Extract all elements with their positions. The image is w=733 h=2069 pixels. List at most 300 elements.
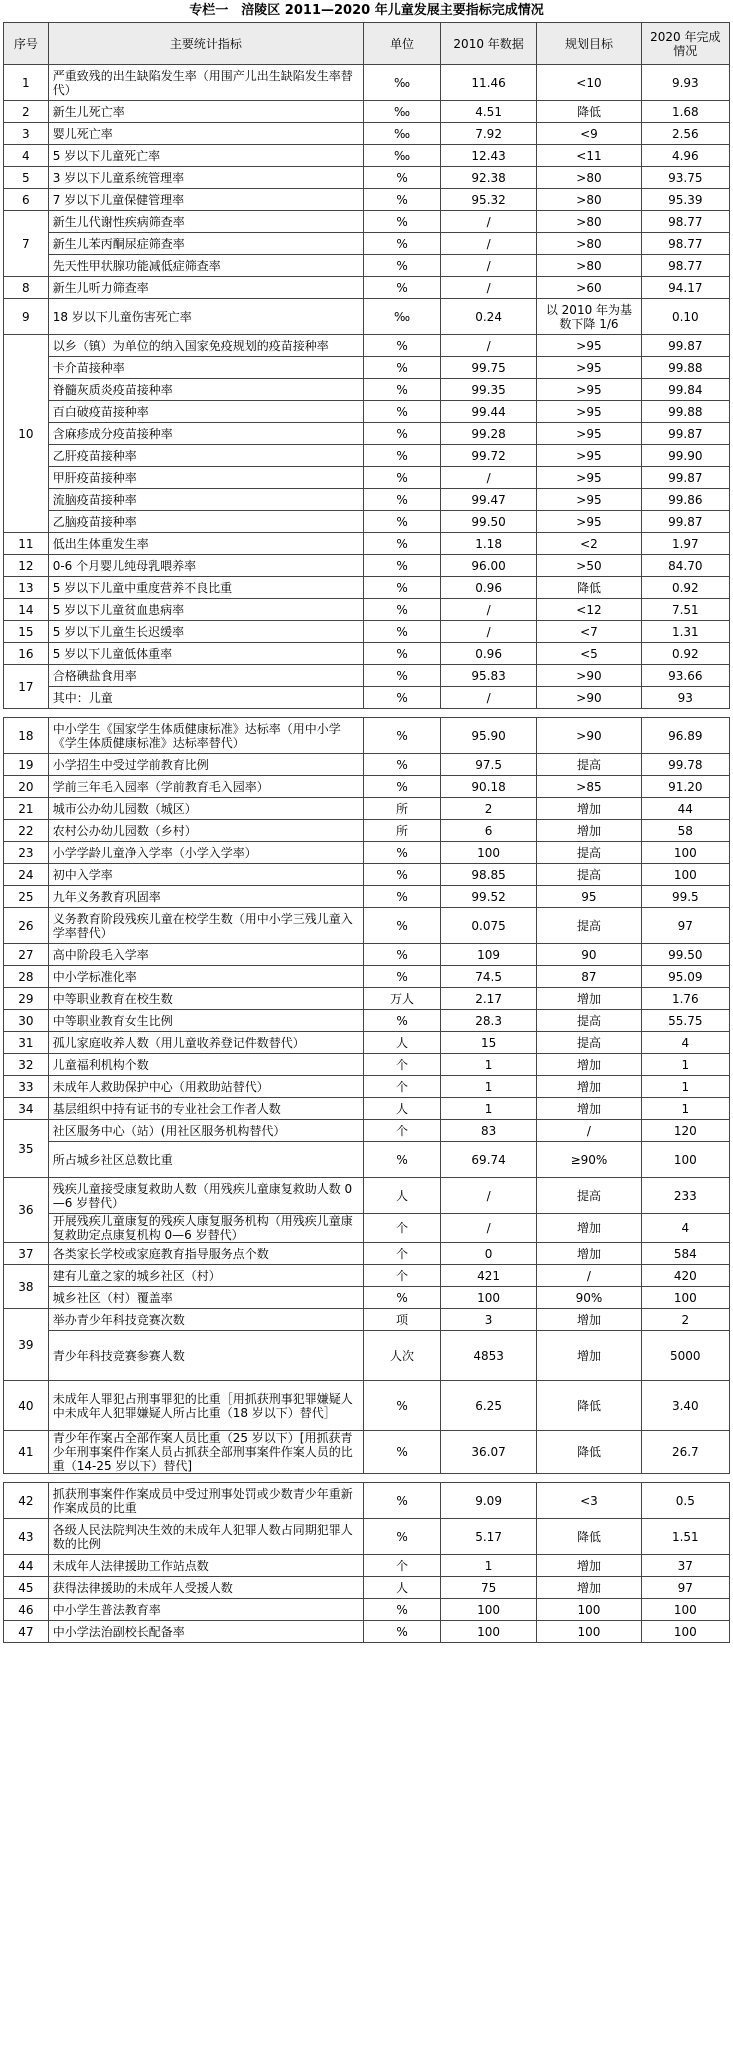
indicator-name: 5 岁以下儿童贫血患病率 bbox=[48, 599, 363, 621]
result-2020-cell: 99.84 bbox=[641, 379, 729, 401]
row-number: 34 bbox=[4, 1098, 49, 1120]
result-2020-cell: 99.88 bbox=[641, 401, 729, 423]
row-number: 31 bbox=[4, 1032, 49, 1054]
indicator-name: 中小学生《国家学生体质健康标准》达标率（用中小学《学生体质健康标准》达标率替代） bbox=[48, 718, 363, 754]
baseline-2010-cell: 100 bbox=[440, 842, 536, 864]
table-row bbox=[4, 687, 730, 709]
row-number: 42 bbox=[4, 1483, 49, 1519]
row-number: 14 bbox=[4, 599, 49, 621]
indicator-name: 小学招生中受过学前教育比例 bbox=[48, 754, 363, 776]
target-cell: 增加 bbox=[537, 1214, 641, 1243]
baseline-2010-cell: / bbox=[440, 1214, 536, 1243]
baseline-2010-cell: 36.07 bbox=[440, 1431, 536, 1474]
table-row bbox=[4, 555, 730, 577]
unit-cell: 个 bbox=[364, 1243, 441, 1265]
table-row bbox=[4, 489, 730, 511]
indicator-table bbox=[3, 22, 730, 709]
table-row bbox=[4, 1076, 730, 1098]
result-2020-cell: 1.51 bbox=[641, 1519, 729, 1555]
table-row bbox=[4, 1214, 730, 1243]
indicator-name: 未成年人法律援助工作站点数 bbox=[48, 1555, 363, 1577]
table-row bbox=[4, 1054, 730, 1076]
table-row bbox=[4, 1577, 730, 1599]
target-cell: >80 bbox=[537, 211, 641, 233]
unit-cell: ‰ bbox=[364, 65, 441, 101]
column-header-base: 2010 年数据 bbox=[440, 23, 536, 65]
table-row bbox=[4, 1010, 730, 1032]
indicator-name: 婴儿死亡率 bbox=[48, 123, 363, 145]
baseline-2010-cell: 95.83 bbox=[440, 665, 536, 687]
baseline-2010-cell: 97.5 bbox=[440, 754, 536, 776]
target-cell: 增加 bbox=[537, 1331, 641, 1381]
table-row bbox=[4, 820, 730, 842]
result-2020-cell: 1 bbox=[641, 1076, 729, 1098]
indicator-name: 残疾儿童接受康复救助人数（用残疾儿童康复救助人数 0—6 岁替代） bbox=[48, 1178, 363, 1214]
baseline-2010-cell: 1 bbox=[440, 1555, 536, 1577]
row-number: 27 bbox=[4, 944, 49, 966]
result-2020-cell: 420 bbox=[641, 1265, 729, 1287]
indicator-name: 新生儿死亡率 bbox=[48, 101, 363, 123]
result-2020-cell: 37 bbox=[641, 1555, 729, 1577]
unit-cell: % bbox=[364, 966, 441, 988]
unit-cell: % bbox=[364, 401, 441, 423]
table-row bbox=[4, 798, 730, 820]
table-row bbox=[4, 643, 730, 665]
indicator-name: 中小学法治副校长配备率 bbox=[48, 1621, 363, 1643]
table-row bbox=[4, 401, 730, 423]
row-number: 36 bbox=[4, 1178, 49, 1243]
result-2020-cell: 99.87 bbox=[641, 335, 729, 357]
column-header-unit: 单位 bbox=[364, 23, 441, 65]
unit-cell: % bbox=[364, 211, 441, 233]
unit-cell: % bbox=[364, 1483, 441, 1519]
baseline-2010-cell: / bbox=[440, 1178, 536, 1214]
unit-cell: 所 bbox=[364, 798, 441, 820]
indicator-name: 城市公办幼儿园数（城区） bbox=[48, 798, 363, 820]
row-number: 16 bbox=[4, 643, 49, 665]
row-number: 46 bbox=[4, 1599, 49, 1621]
indicator-name: 开展残疾儿童康复的残疾人康复服务机构（用残疾儿童康复救助定点康复机构 0—6 岁替代） bbox=[48, 1214, 363, 1243]
result-2020-cell: 100 bbox=[641, 1621, 729, 1643]
indicator-name: 18 岁以下儿童伤害死亡率 bbox=[48, 299, 363, 335]
result-2020-cell: 94.17 bbox=[641, 277, 729, 299]
target-cell: <12 bbox=[537, 599, 641, 621]
table-row bbox=[4, 754, 730, 776]
column-header-no: 序号 bbox=[4, 23, 49, 65]
baseline-2010-cell: 99.50 bbox=[440, 511, 536, 533]
indicator-name: 未成年人罪犯占刑事罪犯的比重［用抓获刑事犯罪嫌疑人中未成年人犯罪嫌疑人所占比重（18 岁以下）替代］ bbox=[48, 1381, 363, 1431]
baseline-2010-cell: 1 bbox=[440, 1054, 536, 1076]
target-cell: 增加 bbox=[537, 1577, 641, 1599]
result-2020-cell: 1.68 bbox=[641, 101, 729, 123]
result-2020-cell: 100 bbox=[641, 1142, 729, 1178]
row-number: 40 bbox=[4, 1381, 49, 1431]
indicator-name: 社区服务中心（站）(用社区服务机构替代） bbox=[48, 1120, 363, 1142]
unit-cell: 个 bbox=[364, 1555, 441, 1577]
result-2020-cell: 1 bbox=[641, 1054, 729, 1076]
result-2020-cell: 98.77 bbox=[641, 211, 729, 233]
result-2020-cell: 0.92 bbox=[641, 577, 729, 599]
baseline-2010-cell: / bbox=[440, 687, 536, 709]
indicator-name: 其中：儿童 bbox=[48, 687, 363, 709]
table-row bbox=[4, 379, 730, 401]
result-2020-cell: 233 bbox=[641, 1178, 729, 1214]
baseline-2010-cell: 75 bbox=[440, 1577, 536, 1599]
result-2020-cell: 26.7 bbox=[641, 1431, 729, 1474]
target-cell: >90 bbox=[537, 687, 641, 709]
target-cell: 增加 bbox=[537, 988, 641, 1010]
target-cell: <10 bbox=[537, 65, 641, 101]
target-cell: 90% bbox=[537, 1287, 641, 1309]
baseline-2010-cell: 421 bbox=[440, 1265, 536, 1287]
indicator-name: 建有儿童之家的城乡社区（村） bbox=[48, 1265, 363, 1287]
unit-cell: % bbox=[364, 423, 441, 445]
baseline-2010-cell: 3 bbox=[440, 1309, 536, 1331]
unit-cell: % bbox=[364, 167, 441, 189]
baseline-2010-cell: 100 bbox=[440, 1287, 536, 1309]
baseline-2010-cell: 74.5 bbox=[440, 966, 536, 988]
result-2020-cell: 91.20 bbox=[641, 776, 729, 798]
unit-cell: % bbox=[364, 687, 441, 709]
indicator-name: 基层组织中持有证书的专业社会工作者人数 bbox=[48, 1098, 363, 1120]
unit-cell: % bbox=[364, 577, 441, 599]
target-cell: 降低 bbox=[537, 1381, 641, 1431]
baseline-2010-cell: 11.46 bbox=[440, 65, 536, 101]
table-row bbox=[4, 842, 730, 864]
row-number: 13 bbox=[4, 577, 49, 599]
target-cell: 增加 bbox=[537, 1555, 641, 1577]
baseline-2010-cell: 109 bbox=[440, 944, 536, 966]
result-2020-cell: 58 bbox=[641, 820, 729, 842]
baseline-2010-cell: 2 bbox=[440, 798, 536, 820]
target-cell: 增加 bbox=[537, 1309, 641, 1331]
indicator-name: 所占城乡社区总数比重 bbox=[48, 1142, 363, 1178]
unit-cell: % bbox=[364, 379, 441, 401]
target-cell: 增加 bbox=[537, 1098, 641, 1120]
indicator-name: 卡介苗接种率 bbox=[48, 357, 363, 379]
table-row bbox=[4, 1265, 730, 1287]
baseline-2010-cell: / bbox=[440, 255, 536, 277]
unit-cell: % bbox=[364, 864, 441, 886]
indicator-name: 含麻疹成分疫苗接种率 bbox=[48, 423, 363, 445]
target-cell: <7 bbox=[537, 621, 641, 643]
result-2020-cell: 99.90 bbox=[641, 445, 729, 467]
table-row bbox=[4, 1309, 730, 1331]
unit-cell: 个 bbox=[364, 1076, 441, 1098]
indicator-name: 抓获刑事案件作案成员中受过刑事处罚或少数青少年重新作案成员的比重 bbox=[48, 1483, 363, 1519]
row-number: 3 bbox=[4, 123, 49, 145]
table-row bbox=[4, 1519, 730, 1555]
unit-cell: % bbox=[364, 335, 441, 357]
result-2020-cell: 93 bbox=[641, 687, 729, 709]
unit-cell: % bbox=[364, 1621, 441, 1643]
indicator-name: 中小学生普法教育率 bbox=[48, 1599, 363, 1621]
indicator-name: 新生儿听力筛查率 bbox=[48, 277, 363, 299]
row-number: 35 bbox=[4, 1120, 49, 1178]
baseline-2010-cell: 92.38 bbox=[440, 167, 536, 189]
row-number: 47 bbox=[4, 1621, 49, 1643]
unit-cell: 人 bbox=[364, 1577, 441, 1599]
unit-cell: 项 bbox=[364, 1309, 441, 1331]
indicator-name: 青少年作案占全部作案人员比重（25 岁以下）[用抓获青少年刑事案件作案人员占抓获全部刑事案件作案人员的比重（14-25 岁以下）替代] bbox=[48, 1431, 363, 1474]
target-cell: / bbox=[537, 1120, 641, 1142]
unit-cell: ‰ bbox=[364, 123, 441, 145]
unit-cell: 人 bbox=[364, 1098, 441, 1120]
result-2020-cell: 100 bbox=[641, 864, 729, 886]
table-row bbox=[4, 1178, 730, 1214]
table-row bbox=[4, 776, 730, 798]
baseline-2010-cell: 83 bbox=[440, 1120, 536, 1142]
baseline-2010-cell: / bbox=[440, 621, 536, 643]
table-row bbox=[4, 1032, 730, 1054]
row-number: 18 bbox=[4, 718, 49, 754]
column-header-name: 主要统计指标 bbox=[48, 23, 363, 65]
result-2020-cell: 2 bbox=[641, 1309, 729, 1331]
row-number: 39 bbox=[4, 1309, 49, 1381]
indicator-name: 合格碘盐食用率 bbox=[48, 665, 363, 687]
result-2020-cell: 1.76 bbox=[641, 988, 729, 1010]
unit-cell: % bbox=[364, 643, 441, 665]
row-number: 15 bbox=[4, 621, 49, 643]
table-row bbox=[4, 908, 730, 944]
result-2020-cell: 99.87 bbox=[641, 511, 729, 533]
row-number: 45 bbox=[4, 1577, 49, 1599]
indicator-name: 举办青少年科技竞赛次数 bbox=[48, 1309, 363, 1331]
indicator-name: 低出生体重发生率 bbox=[48, 533, 363, 555]
table-row bbox=[4, 189, 730, 211]
result-2020-cell: 4.96 bbox=[641, 145, 729, 167]
table-title: 专栏一 涪陵区 2011—2020 年儿童发展主要指标完成情况 bbox=[189, 3, 544, 18]
target-cell: >90 bbox=[537, 665, 641, 687]
table-row bbox=[4, 445, 730, 467]
target-cell: 以 2010 年为基数下降 1/6 bbox=[537, 299, 641, 335]
result-2020-cell: 99.78 bbox=[641, 754, 729, 776]
target-cell: 增加 bbox=[537, 798, 641, 820]
target-cell: >80 bbox=[537, 233, 641, 255]
target-cell: 提高 bbox=[537, 1178, 641, 1214]
result-2020-cell: 5000 bbox=[641, 1331, 729, 1381]
row-number: 9 bbox=[4, 299, 49, 335]
baseline-2010-cell: 99.44 bbox=[440, 401, 536, 423]
row-number: 37 bbox=[4, 1243, 49, 1265]
result-2020-cell: 99.87 bbox=[641, 423, 729, 445]
table-row bbox=[4, 123, 730, 145]
baseline-2010-cell: / bbox=[440, 335, 536, 357]
table-row bbox=[4, 211, 730, 233]
row-number: 25 bbox=[4, 886, 49, 908]
baseline-2010-cell: 0 bbox=[440, 1243, 536, 1265]
baseline-2010-cell: 0.075 bbox=[440, 908, 536, 944]
result-2020-cell: 0.10 bbox=[641, 299, 729, 335]
unit-cell: % bbox=[364, 1599, 441, 1621]
target-cell: >95 bbox=[537, 511, 641, 533]
baseline-2010-cell: 99.35 bbox=[440, 379, 536, 401]
row-number: 5 bbox=[4, 167, 49, 189]
target-cell: <11 bbox=[537, 145, 641, 167]
row-number: 33 bbox=[4, 1076, 49, 1098]
unit-cell: % bbox=[364, 467, 441, 489]
table-row bbox=[4, 1331, 730, 1381]
baseline-2010-cell: 9.09 bbox=[440, 1483, 536, 1519]
baseline-2010-cell: / bbox=[440, 467, 536, 489]
result-2020-cell: 98.77 bbox=[641, 233, 729, 255]
table-row bbox=[4, 577, 730, 599]
baseline-2010-cell: 0.96 bbox=[440, 577, 536, 599]
row-number: 23 bbox=[4, 842, 49, 864]
target-cell: >95 bbox=[537, 423, 641, 445]
row-number: 7 bbox=[4, 211, 49, 277]
row-number: 8 bbox=[4, 277, 49, 299]
target-cell: ≥90% bbox=[537, 1142, 641, 1178]
table-row bbox=[4, 718, 730, 754]
row-number: 11 bbox=[4, 533, 49, 555]
unit-cell: 人 bbox=[364, 1178, 441, 1214]
result-2020-cell: 100 bbox=[641, 1287, 729, 1309]
row-number: 4 bbox=[4, 145, 49, 167]
target-cell: <5 bbox=[537, 643, 641, 665]
target-cell: <9 bbox=[537, 123, 641, 145]
target-cell: >95 bbox=[537, 489, 641, 511]
unit-cell: % bbox=[364, 511, 441, 533]
result-2020-cell: 95.39 bbox=[641, 189, 729, 211]
baseline-2010-cell: 6 bbox=[440, 820, 536, 842]
target-cell: >95 bbox=[537, 401, 641, 423]
baseline-2010-cell: 99.75 bbox=[440, 357, 536, 379]
baseline-2010-cell: 28.3 bbox=[440, 1010, 536, 1032]
unit-cell: 个 bbox=[364, 1054, 441, 1076]
target-cell: >80 bbox=[537, 189, 641, 211]
indicator-name: 以乡（镇）为单位的纳入国家免疫规划的疫苗接种率 bbox=[48, 335, 363, 357]
table-row bbox=[4, 1120, 730, 1142]
baseline-2010-cell: / bbox=[440, 233, 536, 255]
target-cell: 降低 bbox=[537, 1431, 641, 1474]
row-number: 2 bbox=[4, 101, 49, 123]
result-2020-cell: 98.77 bbox=[641, 255, 729, 277]
indicator-name: 高中阶段毛入学率 bbox=[48, 944, 363, 966]
unit-cell: 个 bbox=[364, 1265, 441, 1287]
indicator-name: 先天性甲状腺功能减低症筛查率 bbox=[48, 255, 363, 277]
target-cell: 100 bbox=[537, 1599, 641, 1621]
result-2020-cell: 1.97 bbox=[641, 533, 729, 555]
indicator-name: 5 岁以下儿童死亡率 bbox=[48, 145, 363, 167]
row-number: 41 bbox=[4, 1431, 49, 1474]
baseline-2010-cell: 99.72 bbox=[440, 445, 536, 467]
unit-cell: 人次 bbox=[364, 1331, 441, 1381]
unit-cell: % bbox=[364, 1287, 441, 1309]
baseline-2010-cell: 95.90 bbox=[440, 718, 536, 754]
row-number: 1 bbox=[4, 65, 49, 101]
indicator-table bbox=[3, 717, 730, 1474]
target-cell: <2 bbox=[537, 533, 641, 555]
target-cell: 87 bbox=[537, 966, 641, 988]
baseline-2010-cell: 99.47 bbox=[440, 489, 536, 511]
result-2020-cell: 100 bbox=[641, 842, 729, 864]
baseline-2010-cell: 4853 bbox=[440, 1331, 536, 1381]
unit-cell: 人 bbox=[364, 1032, 441, 1054]
indicator-name: 百白破疫苗接种率 bbox=[48, 401, 363, 423]
table-row bbox=[4, 467, 730, 489]
table-row bbox=[4, 1287, 730, 1309]
baseline-2010-cell: 96.00 bbox=[440, 555, 536, 577]
result-2020-cell: 95.09 bbox=[641, 966, 729, 988]
target-cell: >80 bbox=[537, 255, 641, 277]
result-2020-cell: 99.87 bbox=[641, 467, 729, 489]
baseline-2010-cell: / bbox=[440, 211, 536, 233]
table-row bbox=[4, 1599, 730, 1621]
indicator-name: 中等职业教育女生比例 bbox=[48, 1010, 363, 1032]
table-row bbox=[4, 423, 730, 445]
table-row bbox=[4, 621, 730, 643]
unit-cell: % bbox=[364, 1519, 441, 1555]
section-divider bbox=[3, 709, 730, 717]
indicator-name: 未成年人救助保护中心（用救助站替代） bbox=[48, 1076, 363, 1098]
baseline-2010-cell: 0.96 bbox=[440, 643, 536, 665]
target-cell: 增加 bbox=[537, 1076, 641, 1098]
target-cell: / bbox=[537, 1265, 641, 1287]
result-2020-cell: 0.5 bbox=[641, 1483, 729, 1519]
row-number: 44 bbox=[4, 1555, 49, 1577]
header-row bbox=[4, 23, 730, 65]
target-cell: >95 bbox=[537, 357, 641, 379]
result-2020-cell: 84.70 bbox=[641, 555, 729, 577]
baseline-2010-cell: 100 bbox=[440, 1599, 536, 1621]
baseline-2010-cell: 1 bbox=[440, 1076, 536, 1098]
unit-cell: % bbox=[364, 1381, 441, 1431]
baseline-2010-cell: 4.51 bbox=[440, 101, 536, 123]
result-2020-cell: 7.51 bbox=[641, 599, 729, 621]
target-cell: 提高 bbox=[537, 842, 641, 864]
table-row bbox=[4, 864, 730, 886]
target-cell: 增加 bbox=[537, 1243, 641, 1265]
result-2020-cell: 93.66 bbox=[641, 665, 729, 687]
unit-cell: % bbox=[364, 489, 441, 511]
table-row bbox=[4, 65, 730, 101]
target-cell: >85 bbox=[537, 776, 641, 798]
target-cell: >95 bbox=[537, 445, 641, 467]
indicator-name: 新生儿代谢性疾病筛查率 bbox=[48, 211, 363, 233]
unit-cell: ‰ bbox=[364, 145, 441, 167]
table-row bbox=[4, 966, 730, 988]
unit-cell: % bbox=[364, 1142, 441, 1178]
baseline-2010-cell: 98.85 bbox=[440, 864, 536, 886]
unit-cell: % bbox=[364, 255, 441, 277]
row-number: 12 bbox=[4, 555, 49, 577]
baseline-2010-cell: 1.18 bbox=[440, 533, 536, 555]
section-divider bbox=[3, 1474, 730, 1482]
unit-cell: % bbox=[364, 233, 441, 255]
unit-cell: 所 bbox=[364, 820, 441, 842]
unit-cell: % bbox=[364, 533, 441, 555]
unit-cell: ‰ bbox=[364, 101, 441, 123]
result-2020-cell: 1.31 bbox=[641, 621, 729, 643]
target-cell: 提高 bbox=[537, 1032, 641, 1054]
table-row bbox=[4, 886, 730, 908]
table-row bbox=[4, 1142, 730, 1178]
baseline-2010-cell: 6.25 bbox=[440, 1381, 536, 1431]
result-2020-cell: 0.92 bbox=[641, 643, 729, 665]
result-2020-cell: 44 bbox=[641, 798, 729, 820]
baseline-2010-cell: 100 bbox=[440, 1621, 536, 1643]
baseline-2010-cell: 12.43 bbox=[440, 145, 536, 167]
target-cell: 95 bbox=[537, 886, 641, 908]
unit-cell: ‰ bbox=[364, 299, 441, 335]
unit-cell: % bbox=[364, 776, 441, 798]
row-number: 28 bbox=[4, 966, 49, 988]
table-row bbox=[4, 1243, 730, 1265]
result-2020-cell: 93.75 bbox=[641, 167, 729, 189]
target-cell: >60 bbox=[537, 277, 641, 299]
unit-cell: % bbox=[364, 718, 441, 754]
